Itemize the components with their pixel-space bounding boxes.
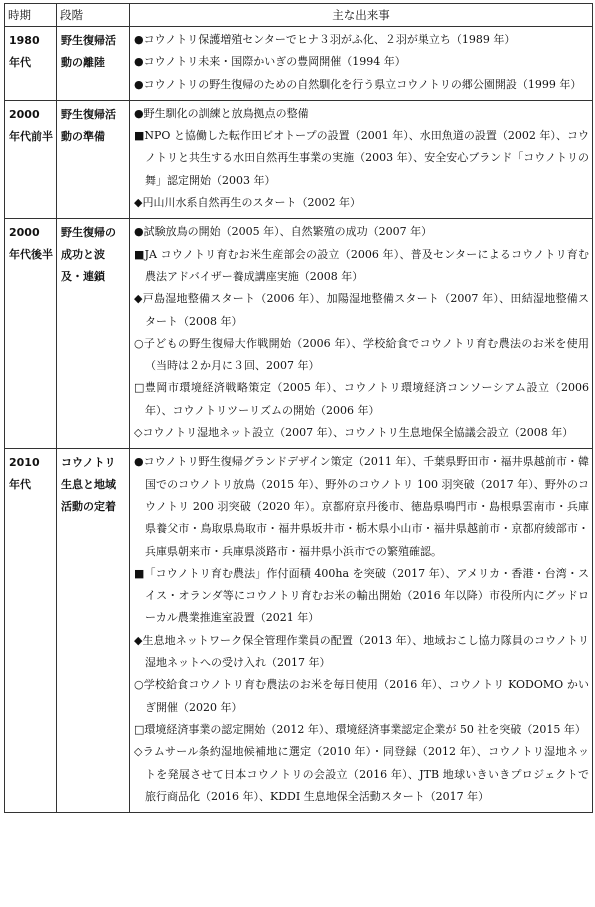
events-cell	[130, 449, 593, 813]
stage-cell: コウノトリ生息と地域活動の定着	[57, 449, 130, 813]
event-item: ●野生馴化の訓練と放鳥拠点の整備	[134, 106, 309, 120]
event-item: ○学校給食コウノトリ育む農法のお米を毎日使用（2016 年）、コウノトリ KODOMO かいぎ開催（2020 年）	[134, 678, 589, 714]
events-cell	[130, 100, 593, 218]
event-item: □豊岡市環境経済戦略策定（2005 年）、コウノトリ環境経済コンソーシアム設立（2006 年）、コウノトリツーリズムの開始（2006 年）	[134, 381, 589, 417]
table-row	[5, 219, 593, 449]
event-item: ■「コウノトリ育む農法」作付面積 400ha を突破（2017 年）、アメリカ・香港・台湾・スイス・オランダ等にコウノトリ育むお米の輸出開始（2016 年以降）市役所内にグッドローカル農業推進室設置（2021 年）	[134, 566, 589, 625]
event-item: ■NPO と協働した転作田ビオトープの設置（2001 年）、水田魚道の設置（2002 年）、コウノトリと共生する水田自然再生事業の実施（2003 年）、安全安心ブランド「コウノトリの舞」認定開始（2003 年）	[134, 129, 589, 187]
event-item: ●コウノトリ未来・国際かいぎの豊岡開催（1994 年）	[134, 55, 406, 69]
event-item: ○子どもの野生復帰大作戦開始（2006 年）、学校給食でコウノトリ育む農法のお米を使用（当時は２か月に３回、2007 年）	[134, 336, 589, 373]
events-cell	[130, 219, 593, 449]
event-item: ◇コウノトリ湿地ネット設立（2007 年）、コウノトリ生息地保全協議会設立（2008 年）	[134, 426, 574, 440]
era-cell: 1980 年代	[5, 27, 57, 101]
event-item: ◇ラムサール条約湿地候補地に選定（2010 年）・同登録（2012 年）、コウノトリ湿地ネットを発展させて日本コウノトリの会設立（2016 年）、JTB 地球いきいきプロジェクトで旅行商品化（2016 年）、KDDI 生息地保全活動スタート（2017 年）	[134, 745, 589, 803]
stage-cell: 野生復帰活動の離陸	[57, 27, 130, 101]
event-item: ●コウノトリ野生復帰グランドデザイン策定（2011 年）、千葉県野田市・福井県越前市・韓国でのコウノトリ放鳥（2015 年）、野外のコウノトリ 100 羽突破（2017 年）、野外のコウノトリ 200 羽突破（2020 年）。京都府京丹後市、徳島県鳴門市・島根県雲南市・兵庫県養父市・鳥取県鳥取市・福井県坂井市・栃木県小山市・福井県越前市・京都府綾部市・兵庫県朝来市・兵庫県淡路市・福井県小浜市での繁殖確認。	[134, 455, 589, 558]
table-row	[5, 27, 593, 101]
event-item: ●コウノトリの野生復帰のための自然馴化を行う県立コウノトリの郷公園開設（1999 年）	[134, 77, 582, 91]
header-row	[5, 4, 593, 27]
table-row	[5, 449, 593, 813]
event-item: ■JA コウノトリ育むお米生産部会の設立（2006 年）、普及センターによるコウノトリ育む農法アドバイザー養成講座実施（2008 年）	[134, 247, 589, 283]
header-stage: 段階	[57, 4, 130, 27]
event-item: ◆戸島湿地整備スタート（2006 年）、加陽湿地整備スタート（2007 年）、田結湿地整備スタート（2008 年）	[134, 292, 589, 328]
era-cell: 2010 年代	[5, 449, 57, 813]
events-cell	[130, 27, 593, 101]
event-item: □環境経済事業の認定開始（2012 年）、環境経済事業認定企業が 50 社を突破（2015 年）	[134, 722, 586, 736]
history-table	[4, 3, 593, 813]
event-item: ◆円山川水系自然再生のスタート（2002 年）	[134, 196, 361, 210]
stage-cell: 野生復帰活動の準備	[57, 100, 130, 218]
header-era: 時期	[5, 4, 57, 27]
event-item: ◆生息地ネットワーク保全管理作業員の配置（2013 年）、地域おこし協力隊員のコウノトリ湿地ネットへの受け入れ（2017 年）	[134, 633, 589, 670]
event-item: ●試験放鳥の開始（2005 年）、自然繁殖の成功（2007 年）	[134, 225, 433, 239]
stage-cell: 野生復帰の成功と波及・連鎖	[57, 219, 130, 449]
era-cell: 2000 年代前半	[5, 100, 57, 218]
history-table-wrapper	[4, 3, 593, 813]
table-row	[5, 100, 593, 218]
era-cell: 2000 年代後半	[5, 219, 57, 449]
event-item: ●コウノトリ保護増殖センターでヒナ３羽がふ化、２羽が巣立ち（1989 年）	[134, 33, 516, 46]
header-events: 主な出来事	[130, 4, 593, 27]
